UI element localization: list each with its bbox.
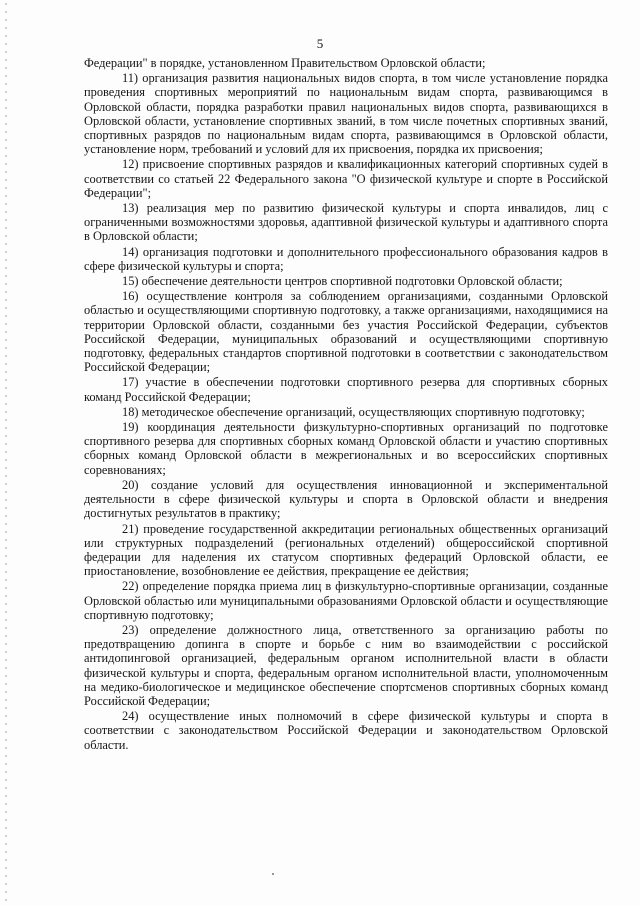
paragraph-item-20: 20) создание условий для осуществления инновационной и экспериментальной деятельности в сфере физической культуры и спорта в Орловской области и внедрения достигнутых результатов в практику;: [84, 477, 608, 521]
document-body: [84, 56, 608, 753]
paragraph-item-19: 19) координация деятельности физкультурно-спортивных организаций по подготовке спортивного резерва для спортивных сборных команд Орловской области и участию спортивных сборных команд Орловской области в межрегиональных и во всероссийских спортивных соревнованиях;: [84, 420, 608, 477]
paragraph-item-21: 21) проведение государственной аккредитации региональных общественных организаций или структурных подразделений (региональных отделений) общероссийской спортивной федерации для наделения их статусом спортивных федераций Орловской области, ее приостановление, возобновление ее действия, прекращение ее действия;: [84, 521, 608, 579]
paragraph-item-15: 15) обеспечение деятельности центров спортивной подготовки Орловской области;: [122, 274, 563, 289]
paragraph-continuation: Федерации" в порядке, установленном Правительством Орловской области;: [84, 56, 486, 70]
paragraph-item-23: 23) определение должностного лица, ответственного за организацию работы по предотвращению допинга в спорте и борьбе с ним во взаимодействии с российской антидопинговой организацией, федеральным органом исполнительной власти в области физической культуры и спорта, федеральным органом исполнительной власти, уполномоченным на медико-биологическое и медицинское обеспечение спортсменов спортивных сборных команд Российской Федерации;: [84, 622, 608, 708]
paragraph-item-13: 13) реализация мер по развитию физической культуры и спорта инвалидов, лиц с ограниченными возможностями здоровья, адаптивной физической культуры и адаптивного спорта в Орловской области;: [84, 201, 608, 244]
paragraph-item-22: 22) определение порядка приема лиц в физкультурно-спортивные организации, созданные Орловской областью или муниципальными образованиями Орловской области и осуществляющие спортивную подготовку;: [84, 579, 608, 622]
paragraph-item-24: 24) осуществление иных полномочий в сфере физической культуры и спорта в соответствии с законодательством Российской Федерации и законодательством Орловской области.: [84, 709, 608, 752]
paragraph-item-11: 11) организация развития национальных видов спорта, в том числе установление порядка проведения спортивных мероприятий по национальным видам спорта, развивающимся в Орловской области, порядка разработки правил национальных видов спорта, развивающихся в Орловской области, установление спортивных званий, в том числе почетных спортивных званий, спортивных разрядов по национальным видам спорта, развивающимся в Орловской области, установление норм, требований и условий для их присвоения, порядка их присвоения;: [84, 71, 608, 157]
paragraph-item-16: 16) осуществление контроля за соблюдением организациями, созданными Орловской областью и осуществляющими спортивную подготовку, а также организациями, находящимися на территории Орловской области, созданными без участия Российской Федерации, субъектов Российской Федерации, муниципальных образований и осуществляющими спортивную подготовку, федеральных стандартов спортивной подготовки в соответствии с законодательством Российской Федерации;: [84, 289, 608, 375]
scan-artifact-dot: [272, 873, 274, 875]
paragraph-item-17: 17) участие в обеспечении подготовки спортивного резерва для спортивных сборных команд Российской Федерации;: [84, 375, 608, 404]
page-number: 5: [316, 36, 324, 51]
paragraph-item-14: 14) организация подготовки и дополнительного профессионального образования кадров в сфере физической культуры и спорта;: [84, 244, 608, 273]
paragraph-item-12: 12) присвоение спортивных разрядов и квалификационных категорий спортивных судей в соответствии со статьей 22 Федерального закона "О физической культуре и спорте в Российской Федерации";: [84, 157, 608, 200]
paragraph-item-18: 18) методическое обеспечение организаций, осуществляющих спортивную подготовку;: [122, 404, 585, 419]
scan-binding-marks: [5, 0, 7, 905]
